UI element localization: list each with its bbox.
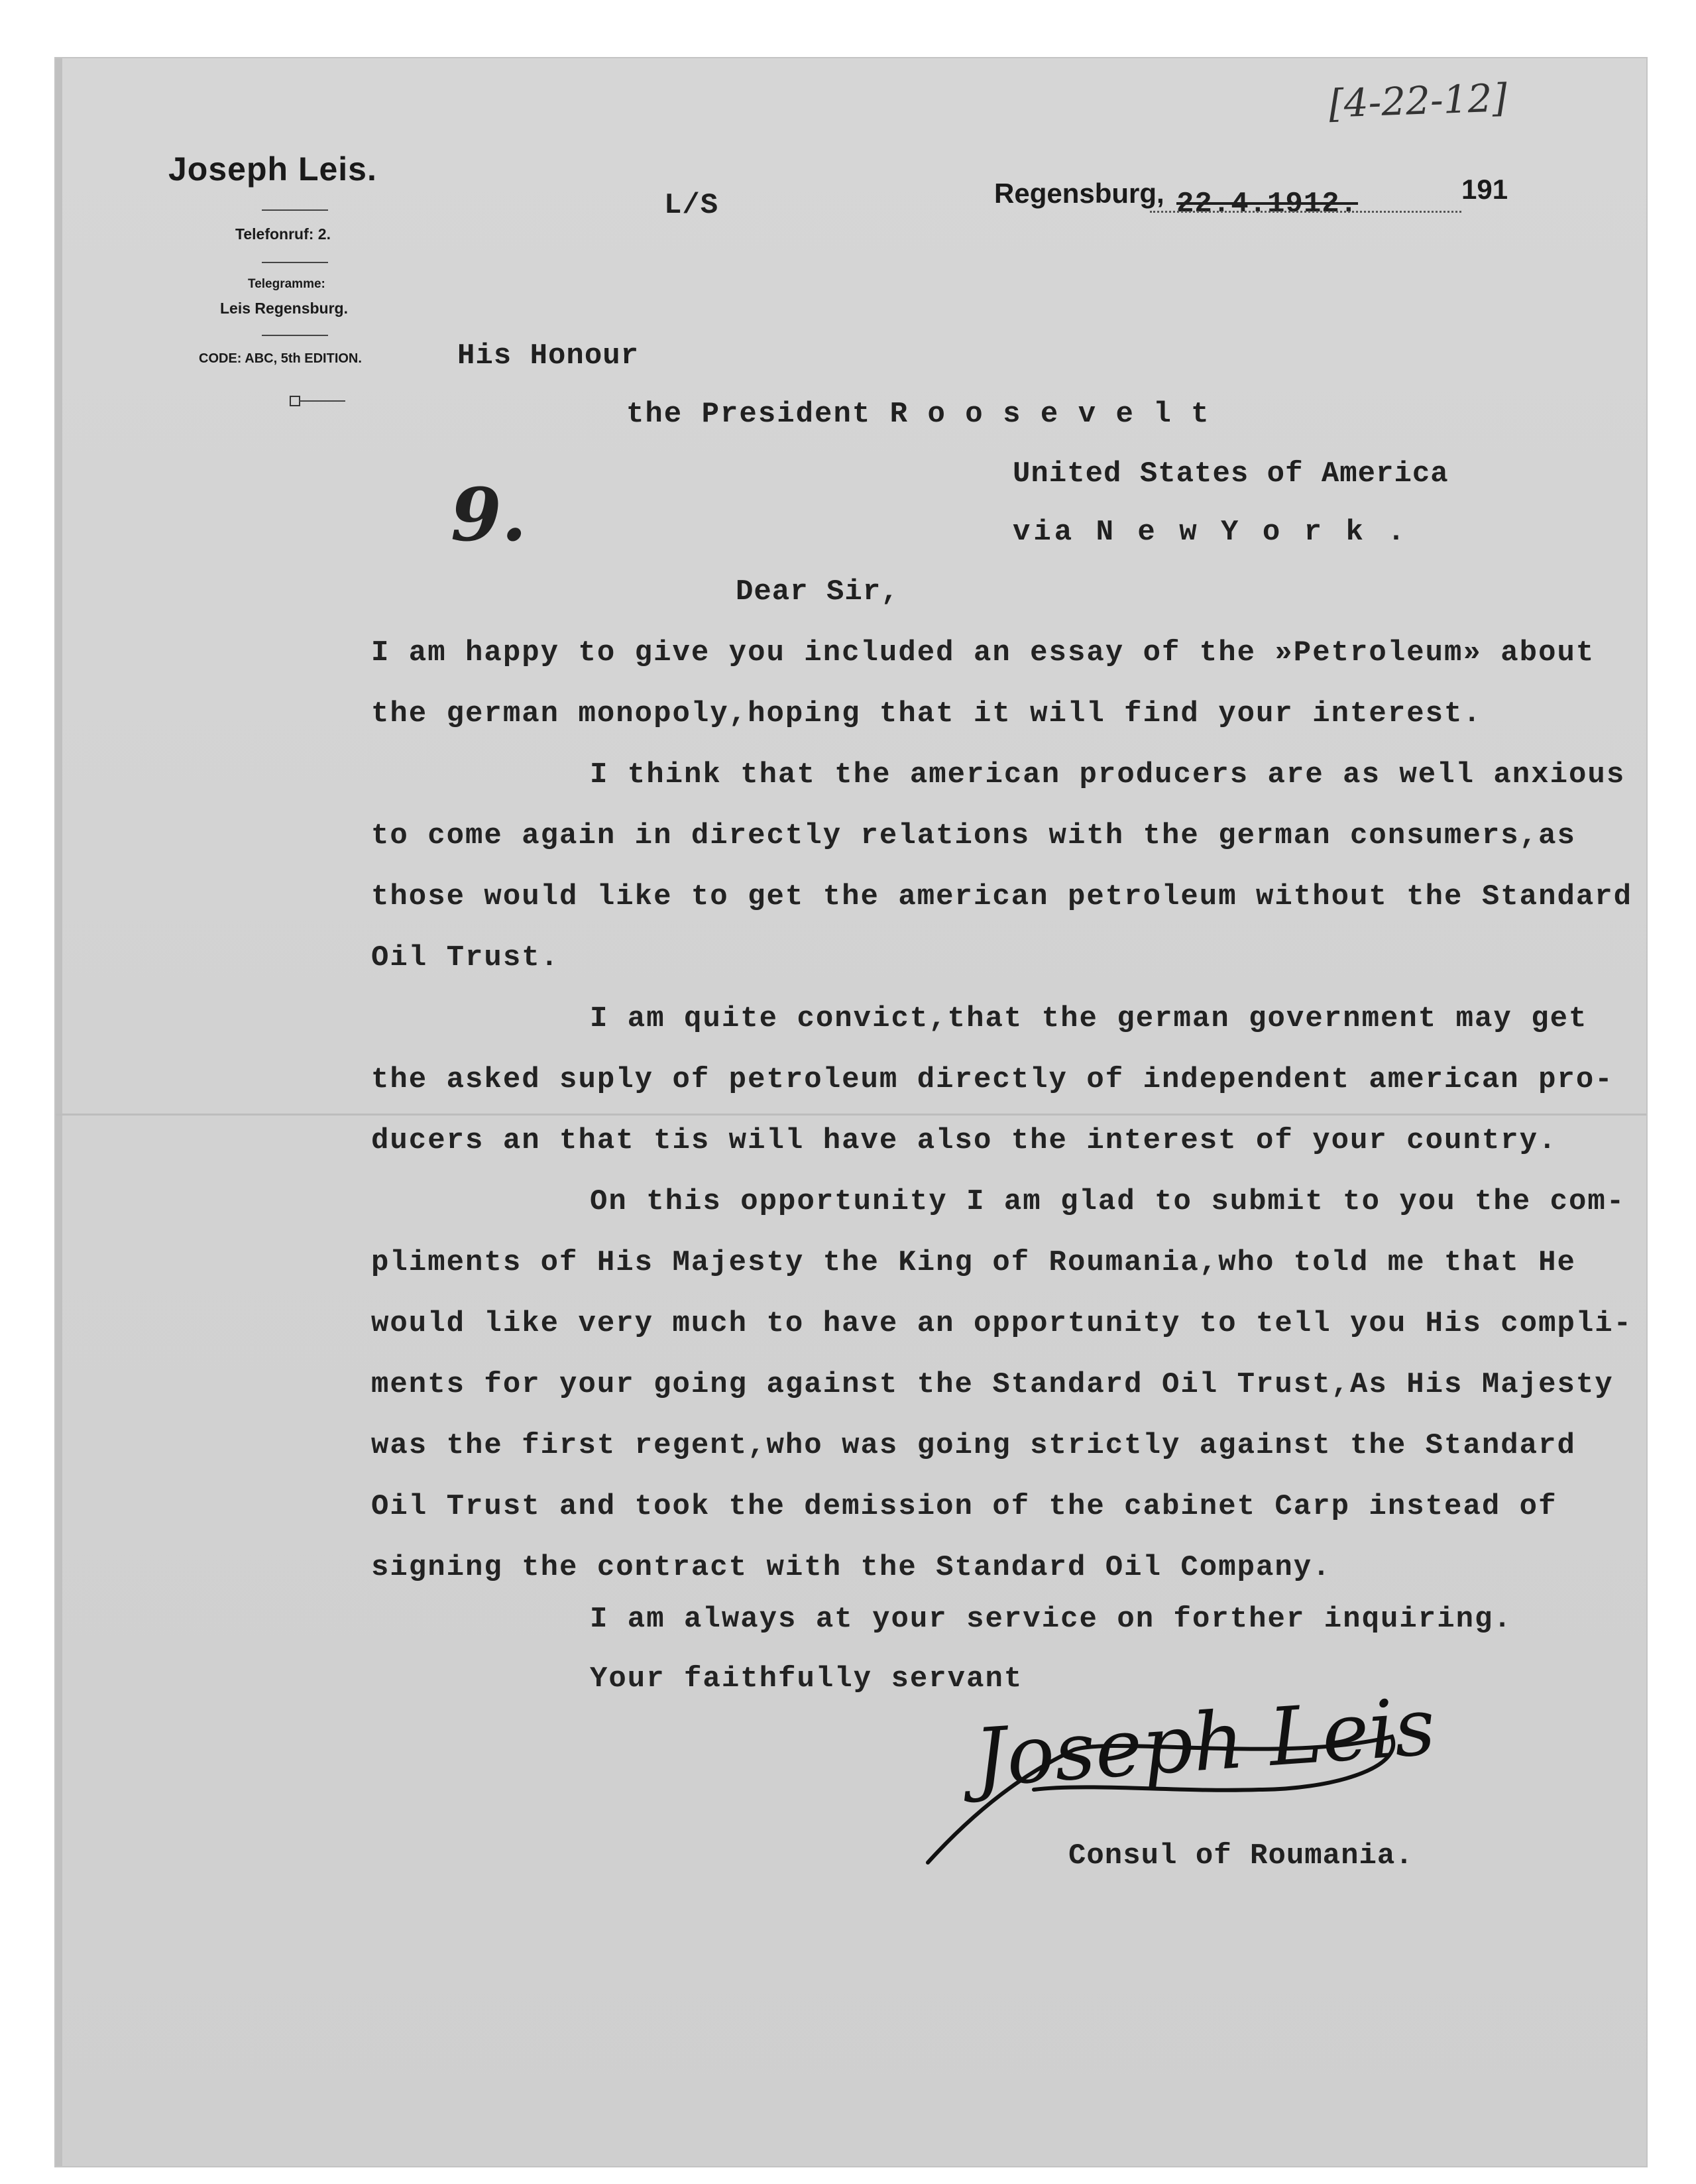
signature: Joseph Leis (971, 1680, 1438, 1806)
body-line: pliments of His Majesty the King of Roumania,who told me that He (371, 1246, 1576, 1279)
body-line: I am always at your service on forther inquiring. (590, 1603, 1512, 1636)
sheet-left-edge (56, 58, 62, 2166)
archive-note: [4-22-12] (1328, 75, 1508, 127)
letterhead-rule-4 (299, 400, 345, 402)
paper-fold (56, 1114, 1646, 1116)
body-line: On this opportunity I am glad to submit to you the com- (590, 1185, 1626, 1218)
body-line: would like very much to have an opportunity to tell you His compli- (371, 1307, 1633, 1340)
letterhead-rule-3 (262, 335, 328, 336)
recipient-line-2: the President R o o s e v e l t (626, 398, 1210, 431)
letterhead-telegram-address: Leis Regensburg. (220, 300, 348, 317)
body-line: those would like to get the american petroleum without the Standard (371, 880, 1633, 913)
salutation: Dear Sir, (736, 575, 899, 608)
body-line: I think that the american producers are as well anxious (590, 758, 1626, 791)
dateline-dotted-rule (1150, 211, 1461, 213)
letterhead-telegram-label: Telegramme: (248, 277, 325, 291)
letterhead-name: Joseph Leis. (168, 150, 377, 188)
dateline-year-prefix: 191 (1461, 174, 1508, 205)
body-line: I am quite convict,that the german government may get (590, 1002, 1588, 1035)
body-line: the german monopoly,hoping that it will find your interest. (371, 697, 1482, 730)
signoff: Consul of Roumania. (1068, 1839, 1414, 1872)
body-line: I am happy to give you included an essay of the »Petroleum» about (371, 636, 1595, 669)
body-line: ments for your going against the Standard Oil Trust,As His Majesty (371, 1368, 1614, 1401)
margin-mark: 9. (451, 472, 527, 557)
letterhead-code: CODE: ABC, 5th EDITION. (199, 351, 362, 366)
body-line: to come again in directly relations with the german consumers,as (371, 819, 1576, 852)
letterhead-rule-2 (262, 262, 328, 263)
body-line: Your faithfully servant (590, 1662, 1023, 1695)
recipient-line-3: United States of America (1013, 457, 1449, 490)
letterhead-phone: Telefonruf: 2. (235, 225, 331, 243)
reference: L/S (664, 189, 719, 222)
body-line: signing the contract with the Standard Oil Company. (371, 1551, 1331, 1584)
recipient-line-4: via N e w Y o r k . (1013, 516, 1408, 549)
letterhead-rule-1 (262, 209, 328, 211)
body-line: ducers an that tis will have also the interest of your country. (371, 1124, 1557, 1157)
dateline-date: 22.4.1912. (1176, 188, 1359, 221)
body-line: Oil Trust and took the demission of the cabinet Carp instead of (371, 1490, 1557, 1523)
body-line: the asked suply of petroleum directly of independent american pro- (371, 1063, 1614, 1096)
dateline-place: Regensburg, (994, 178, 1164, 209)
body-line: Oil Trust. (371, 941, 560, 974)
body-line: was the first regent,who was going strictly against the Standard (371, 1429, 1576, 1462)
recipient-line-1: His Honour (457, 339, 640, 373)
